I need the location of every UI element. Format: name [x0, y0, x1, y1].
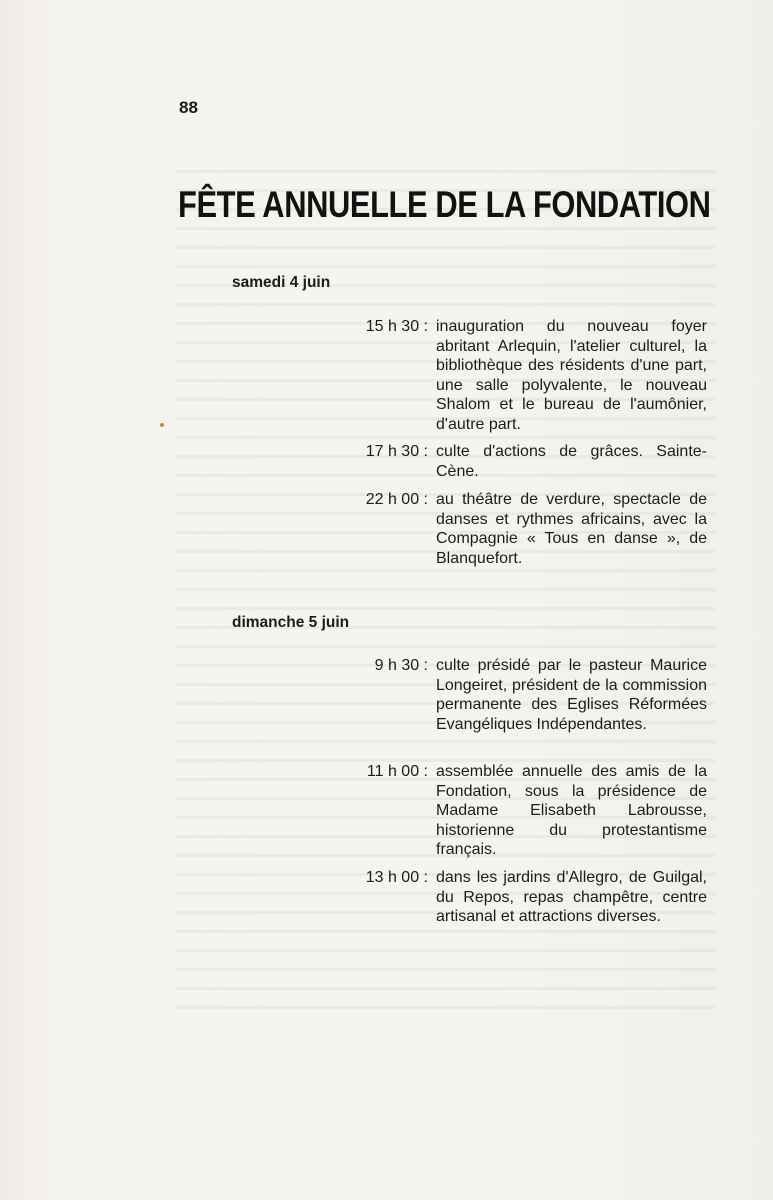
entry-time: 11 h 00 : [366, 763, 428, 780]
entry-time: 17 h 30 : [365, 443, 428, 460]
entry-description: au théâtre de verdure, spectacle de danses et rythmes africains, avec la Compagnie « Tous en danse », de Blanquefort. [436, 491, 707, 567]
day-heading-sunday: dimanche 5 juin [232, 614, 350, 631]
entry-time: 9 h 30 : [374, 657, 428, 674]
entry-time: 22 h 00 : [365, 491, 428, 508]
paper-speck [160, 423, 164, 427]
entry-time: 15 h 30 : [365, 318, 428, 335]
entry-description: culte présidé par le pasteur Maurice Longeiret, président de la commission permanente des Eglises Réformées Evangéliques Indépendantes. [436, 657, 707, 733]
entry-description: culte d'actions de grâces. Sainte-Cène. [436, 443, 707, 480]
entry-description: inauguration du nouveau foyer abritant Arlequin, l'atelier culturel, la bibliothèque des résidents d'une part, une salle polyvalente, le nouveau Shalom et le bureau de l'aumônier, d'autre part. [436, 318, 707, 433]
entry-time: 13 h 00 : [365, 869, 428, 886]
day-heading-saturday: samedi 4 juin [232, 274, 331, 291]
entry-description: dans les jardins d'Allegro, de Guilgal, du Repos, repas champêtre, centre artisanal et attractions diverses. [436, 869, 707, 925]
page-title: FÊTE ANNUELLE DE LA FONDATION [178, 184, 711, 225]
entry-description: assemblée annuelle des amis de la Fondation, sous la présidence de Madame Elisabeth Labrousse, historienne du protestantisme français. [436, 763, 707, 858]
page-number: 88 [179, 98, 198, 117]
